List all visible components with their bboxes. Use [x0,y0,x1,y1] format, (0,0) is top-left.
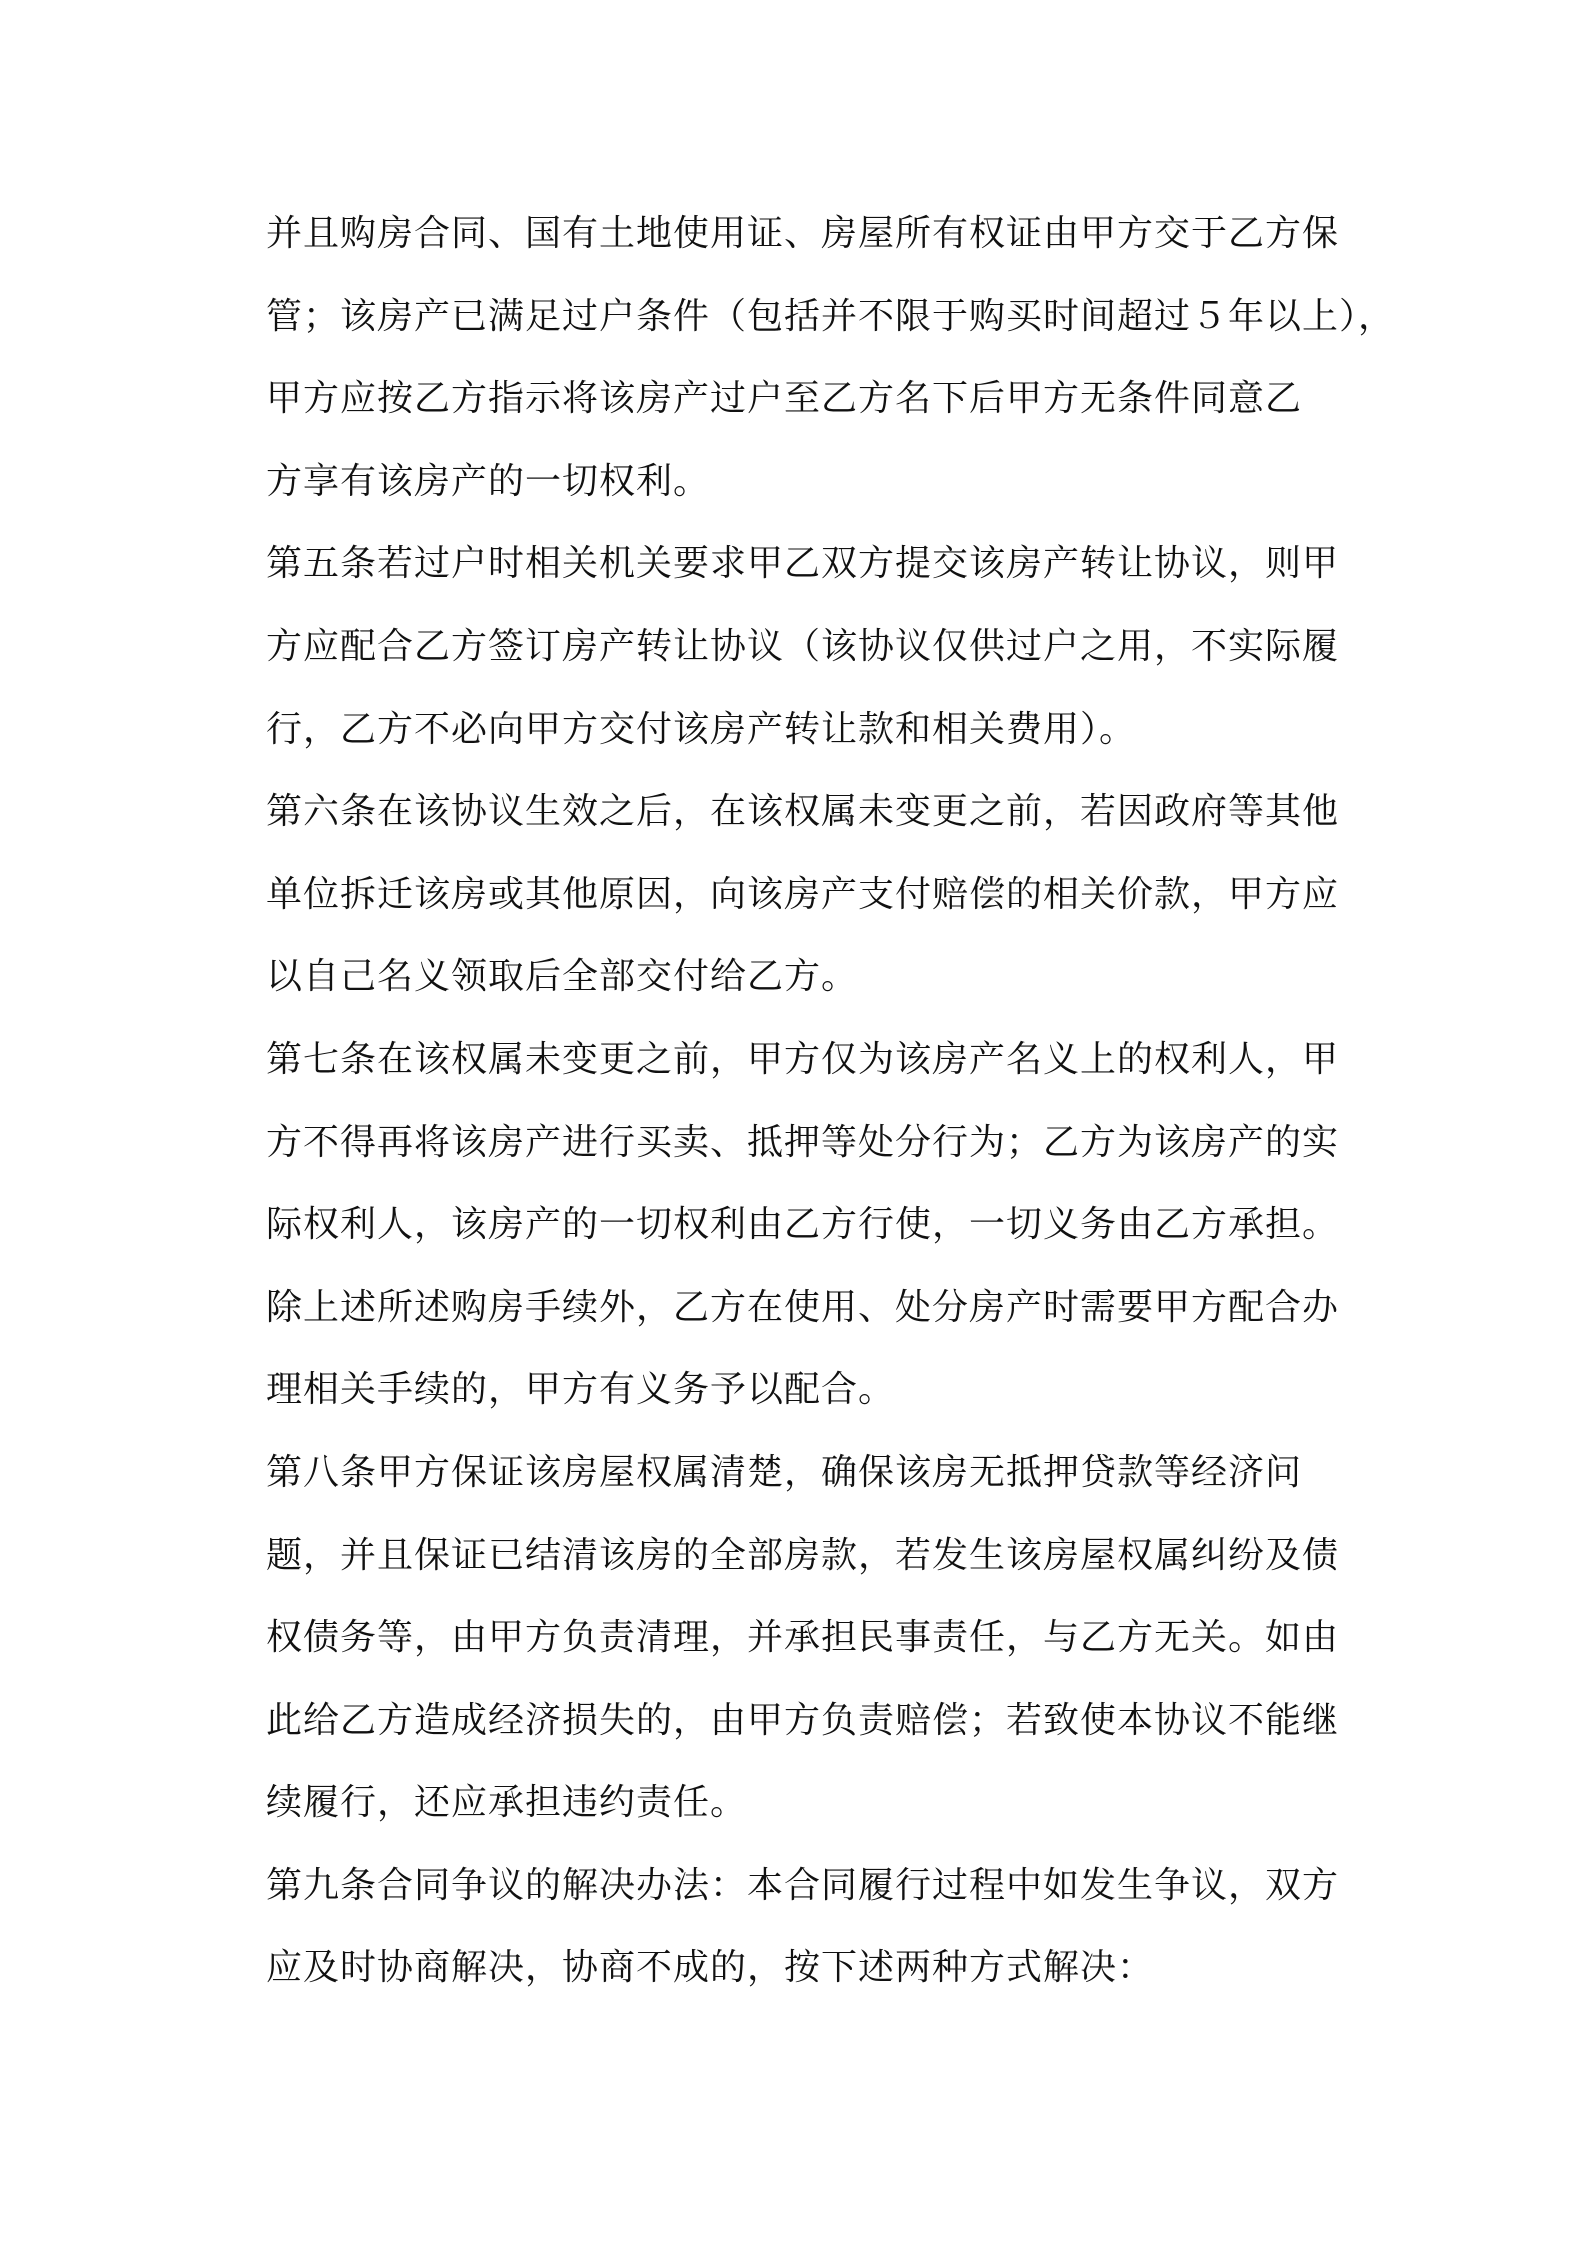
text-line: 应及时协商解决，协商不成的，按下述两种方式解决： [266,1947,1155,1989]
text-line: 续履行，还应承担违约责任。 [266,1782,748,1824]
text-line: 理相关手续的，甲方有义务予以配合。 [266,1369,896,1411]
text-line: 方享有该房产的一切权利。 [266,460,711,502]
text-line: 权债务等，由甲方负责清理，并承担民事责任，与乙方无关。如由 [266,1617,1340,1659]
text-line: 题，并且保证已结清该房的全部房款，若发生该房屋权属纠纷及债 [266,1534,1340,1576]
text-line: 第五条若过户时相关机关要求甲乙双方提交该房产转让协议，则甲 [266,543,1340,585]
text-line: 第九条合同争议的解决办法：本合同履行过程中如发生争议，双方 [266,1864,1340,1906]
text-line: 此给乙方造成经济损失的，由甲方负责赔偿；若致使本协议不能继 [266,1699,1340,1741]
text-line: 际权利人，该房产的一切权利由乙方行使，一切义务由乙方承担。 [266,1204,1340,1246]
paragraph-title-deed-custody [266,193,1396,523]
text-line: 第六条在该协议生效之后，在该权属未变更之前，若因政府等其他 [266,791,1340,833]
text-line: 单位拆迁该房或其他原因，向该房产支付赔偿的相关价款，甲方应 [266,873,1340,915]
paragraph-cooperation [266,1267,1356,1432]
document-body [266,193,1396,2010]
paragraph-article-5 [266,523,1356,771]
paragraph-article-6 [266,771,1356,1019]
text-line: 第八条甲方保证该房屋权属清楚，确保该房无抵押贷款等经济问 [266,1451,1303,1493]
text-line: 除上述所述购房手续外，乙方在使用、处分房产时需要甲方配合办 [266,1286,1340,1328]
text-line: 甲方应按乙方指示将该房产过户至乙方名下后甲方无条件同意乙 [266,378,1303,420]
text-line: 并且购房合同、国有土地使用证、房屋所有权证由甲方交于乙方保 [266,213,1340,254]
paragraph-article-8 [266,1432,1356,1845]
text-line: 管；该房产已满足过户条件（包括并不限于购买时间超过５年以上）， [266,295,1396,337]
text-line: 第七条在该权属未变更之前，甲方仅为该房产名义上的权利人，甲 [266,1038,1340,1080]
text-line: 行，乙方不必向甲方交付该房产转让款和相关费用）。 [266,708,1137,750]
text-line: 以自己名义领取后全部交付给乙方。 [266,956,859,998]
paragraph-article-7 [266,1019,1356,1267]
paragraph-article-9 [266,1845,1356,2010]
text-line: 方应配合乙方签订房产转让协议（该协议仅供过户之用，不实际履 [266,625,1340,667]
text-line: 方不得再将该房产进行买卖、抵押等处分行为；乙方为该房产的实 [266,1121,1340,1163]
